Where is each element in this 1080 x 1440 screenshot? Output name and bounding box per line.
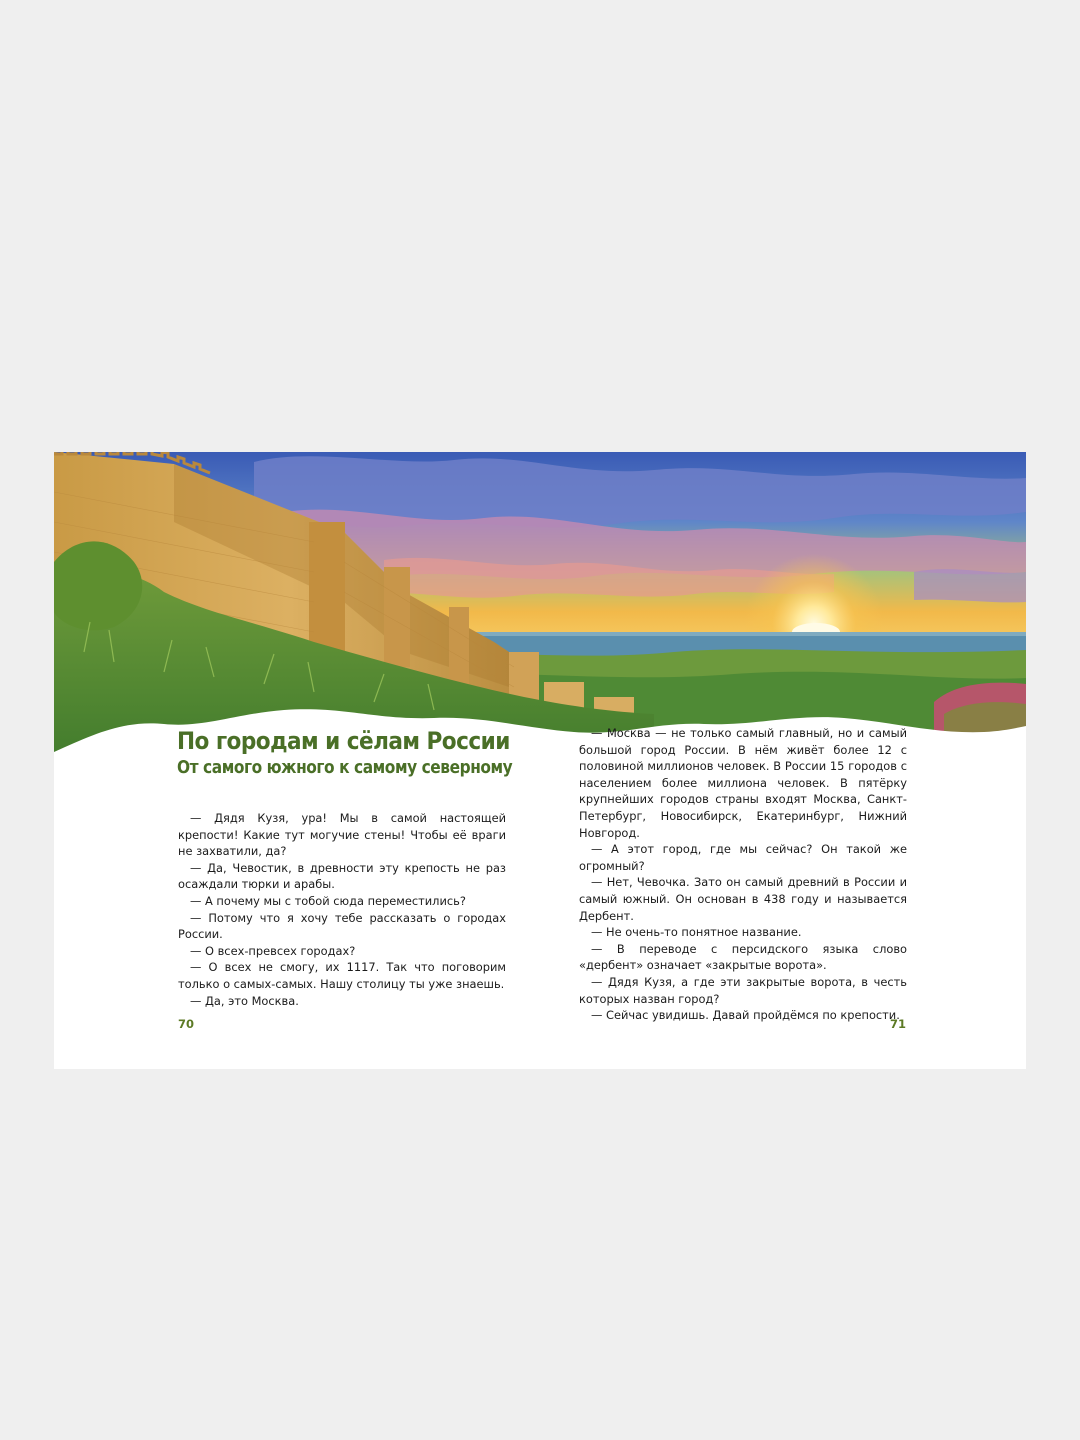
dialog-line: — О всех не смогу, их 1117. Так что поговорим только о самых-самых. Нашу столицу ты уже знаешь. xyxy=(178,960,506,991)
dialog-line: — Потому что я хочу тебе рассказать о городах России. xyxy=(178,910,506,942)
dialog-line: — Да, это Москва. xyxy=(190,993,299,1008)
book-spread xyxy=(54,452,1026,1069)
dialog-line: — Дядя Кузя, ура! Мы в самой настоящей крепости! Какие тут могучие стены! Чтобы её враги не захватили, да? xyxy=(178,811,506,859)
dialog-line: — Сейчас увидишь. Давай пройдёмся по крепости. xyxy=(591,1008,900,1023)
page-number-left: 70 xyxy=(178,1017,195,1031)
dialog-line: — Дядя Кузя, а где эти закрытые ворота, в честь которых назван город? xyxy=(579,974,907,1006)
dialog-line: — А этот город, где мы сейчас? Он такой же огромный? xyxy=(579,842,907,873)
right-page-text xyxy=(579,725,907,1024)
left-page-text xyxy=(178,810,506,1009)
dialog-line: — О всех-превсех городах? xyxy=(190,943,356,958)
dialog-line: — Не очень-то понятное название. xyxy=(591,925,802,940)
dialog-line: — А почему мы с тобой сюда переместились? xyxy=(190,893,466,908)
dialog-line: — Москва — не только самый главный, но и самый большой город России. В нём живёт более 12 с половиной миллионов человек. В России 15 городов с населением более миллиона человек. В пятёрку крупнейших городов страны входят Москва, Санкт-Петербург, Новосибирск, Екатеринбург, Нижний Новгород. xyxy=(579,726,907,840)
page-number-right: 71 xyxy=(890,1017,907,1031)
chapter-subtitle: От самого южного к самому северному xyxy=(177,758,513,778)
title-block xyxy=(177,726,558,780)
chapter-title: По городам и сёлам России xyxy=(177,727,510,755)
dialog-line: — В переводе с персидского языка слово «дербент» означает «закрытые ворота». xyxy=(579,941,907,973)
dialog-line: — Нет, Чевочка. Зато он самый древний в России и самый южный. Он основан в 438 году и называется Дербент. xyxy=(579,875,907,923)
dialog-line: — Да, Чевостик, в древности эту крепость не раз осаждали тюрки и арабы. xyxy=(178,860,506,892)
derbent-fortress-illustration xyxy=(54,452,1026,772)
